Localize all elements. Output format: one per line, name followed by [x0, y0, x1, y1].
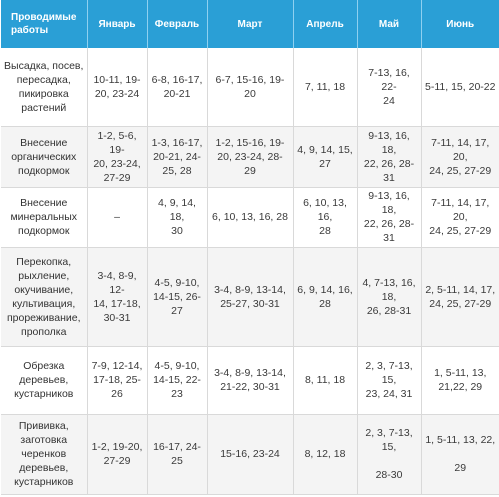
date-cell: 3-4, 8-9, 12- 14, 17-18, 30-31 — [87, 247, 147, 346]
date-cell: 1-2, 15-16, 19- 20, 23-24, 28- 29 — [207, 126, 293, 187]
date-cell: 4-5, 9-10, 14-15, 26- 27 — [147, 247, 207, 346]
date-cell: 6, 10, 13, 16, 28 — [293, 187, 357, 247]
work-cell: Внесение органических подкормок — [1, 126, 87, 187]
table-row — [1, 48, 499, 126]
work-cell: Внесение минеральных подкормок — [1, 187, 87, 247]
date-cell: 10-11, 19- 20, 23-24 — [87, 48, 147, 126]
date-cell: 9-13, 16, 18, 22, 26, 28-31 — [357, 187, 421, 247]
work-cell: Прививка, заготовка черенков деревьев, кустарников — [1, 414, 87, 494]
table-row — [1, 346, 499, 414]
date-cell: 4, 7-13, 16, 18, 26, 28-31 — [357, 247, 421, 346]
date-cell: 5-11, 15, 20-22 — [421, 48, 499, 126]
header-february: Февраль — [147, 0, 207, 48]
date-cell: 9-13, 16, 18, 22, 26, 28-31 — [357, 126, 421, 187]
work-cell: Высадка, посев, пересадка, пикировка растений — [1, 48, 87, 126]
header-june: Июнь — [421, 0, 499, 48]
date-cell: 7-9, 12-14, 17-18, 25- 26 — [87, 346, 147, 414]
date-cell: 2, 3, 7-13, 15, 23, 24, 31 — [357, 346, 421, 414]
date-cell: 8, 12, 18 — [293, 414, 357, 494]
date-cell: 2, 5-11, 14, 17, 24, 25, 27-29 — [421, 247, 499, 346]
date-cell: 6-7, 15-16, 19- 20 — [207, 48, 293, 126]
header-april: Апрель — [293, 0, 357, 48]
table-row — [1, 126, 499, 187]
date-cell: 4, 9, 14, 15, 27 — [293, 126, 357, 187]
date-cell: 8, 11, 18 — [293, 346, 357, 414]
date-cell: 6-8, 16-17, 20-21 — [147, 48, 207, 126]
date-cell: 6, 9, 14, 16, 28 — [293, 247, 357, 346]
date-cell: 4-5, 9-10, 14-15, 22- 23 — [147, 346, 207, 414]
header-row — [1, 0, 499, 48]
work-cell: Обрезка деревьев, кустарников — [1, 346, 87, 414]
work-cell: Перекопка, рыхление, окучивание, культивация, прореживание, прополка — [1, 247, 87, 346]
date-cell: 3-4, 8-9, 13-14, 25-27, 30-31 — [207, 247, 293, 346]
date-cell: 7-13, 16, 22- 24 — [357, 48, 421, 126]
date-cell: 1-2, 19-20, 27-29 — [87, 414, 147, 494]
date-cell: 15-16, 23-24 — [207, 414, 293, 494]
date-cell: 1-2, 5-6, 19- 20, 23-24, 27-29 — [87, 126, 147, 187]
date-cell: 7, 11, 18 — [293, 48, 357, 126]
table-row — [1, 414, 499, 494]
table-row — [1, 247, 499, 346]
date-cell: 16-17, 24- 25 — [147, 414, 207, 494]
header-march: Март — [207, 0, 293, 48]
date-cell: 7-11, 14, 17, 20, 24, 25, 27-29 — [421, 187, 499, 247]
date-cell: 1, 5-11, 13, 21,22, 29 — [421, 346, 499, 414]
date-cell: 2, 3, 7-13, 15, 28-30 — [357, 414, 421, 494]
gardening-calendar-table — [1, 0, 499, 495]
table-row — [1, 187, 499, 247]
header-works: Проводимые работы — [1, 0, 87, 48]
date-cell: 1, 5-11, 13, 22, 29 — [421, 414, 499, 494]
date-cell: 7-11, 14, 17, 20, 24, 25, 27-29 — [421, 126, 499, 187]
date-cell: 1-3, 16-17, 20-21, 24- 25, 28 — [147, 126, 207, 187]
header-january: Январь — [87, 0, 147, 48]
header-may: Май — [357, 0, 421, 48]
date-cell: 6, 10, 13, 16, 28 — [207, 187, 293, 247]
date-cell: 3-4, 8-9, 13-14, 21-22, 30-31 — [207, 346, 293, 414]
date-cell: – — [87, 187, 147, 247]
date-cell: 4, 9, 14, 18, 30 — [147, 187, 207, 247]
